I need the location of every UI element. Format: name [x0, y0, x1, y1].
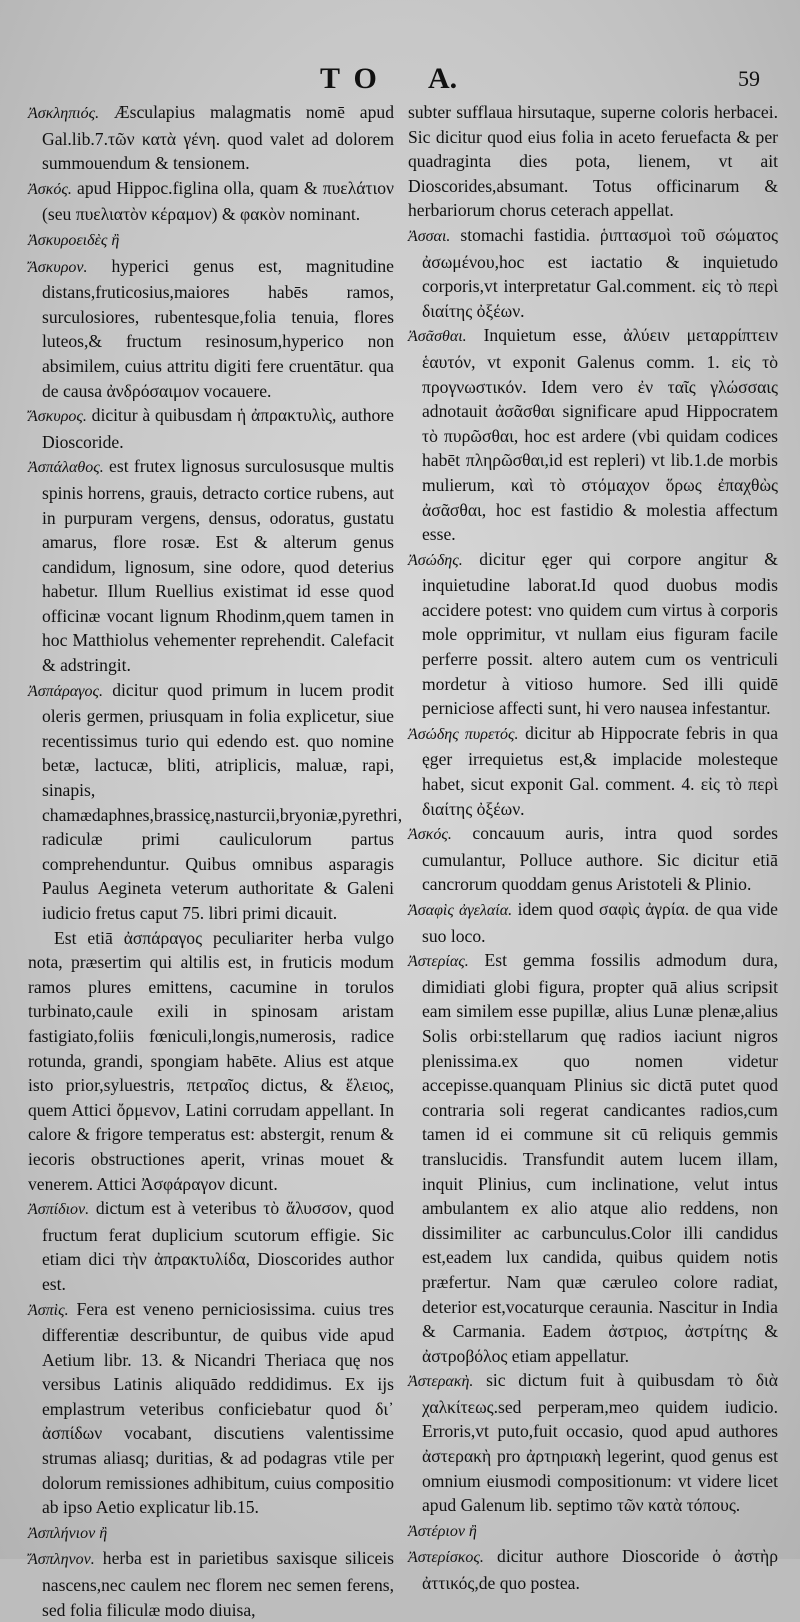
page-number: 59: [738, 66, 760, 91]
entry-text: dicitur à quibusdam ἡ ἀπρακτυλὶς, authore Dioscoride.: [42, 405, 394, 452]
dictionary-entry: [408, 1368, 778, 1518]
entry-text: subter sufflaua hirsutaque, superne coloris herbacei. Sic dicitur quod eius folia in aceto feruefacta & per quadraginta dies pota, lienem, vt ait Dioscorides,absumant. Totus officinarum & herbariorum chorus ceterach appellat.: [408, 102, 778, 221]
dictionary-entry: [408, 897, 778, 948]
dictionary-entry: [408, 100, 778, 223]
entry-text: dicitur quod primum in lucem prodit oleris germen, priusquam in folia explicetur, siue recentissimus turio qui edendo est. quo nomine betæ, lactucæ, bliti, atriplicis, maluæ, rapi, sinapis, chamædaphnes,brassicę,nasturcii,bryoniæ,pyrethri, radiculæ primi cauliculorum partus comprehenduntur. Quibus omnibus asparagis Paulus Aegineta veterum authoritate & Galeni iudicio fretus caput 75. libri primi dicauit.: [42, 679, 403, 923]
entry-headword: Ἄσκυρος.: [28, 408, 87, 426]
dictionary-entry: [28, 926, 394, 1197]
dictionary-entry: [28, 227, 394, 254]
entry-text: Inquietum esse, ἀλύειν μεταρρίπτειν ἑαυτόν, vt exponit Galenus comm. 1. εἰς τὸ προγνωστικόν. Idem vero ἐν ταῖς γλώσσαις adnotauit ἀσᾶσθαι significare apud Hippocratem τὸ πυρῶσθαι, hoc est ardere (vbi quidam codices habēt πληρῶσθαι,id est repleri) vt lib.1.de morbis mulierum, καὶ τὸ στόμαχον ὅρως ἐπαχθὼς ἀσᾶσθαι, hoc est fastidio & molestia affectum esse.: [422, 325, 778, 545]
right-column: [408, 100, 778, 1596]
entry-headword: Ἀσπάλαθος.: [28, 459, 104, 477]
left-column: [28, 100, 403, 1622]
entry-text: dicitur ęger qui corpore angitur & inquietudine laborat.Id quod duobus modis accidere potest: vno quidem cum virtus à corporis mole opprimitur, vt nullam eius figuram facile perferre possit. altero autem cum os ventriculi mordetur à vitioso humore. Sed illi quidē perniciose affecti sunt, hi vero nausea infestantur.: [422, 548, 778, 719]
dictionary-entry: [408, 1518, 778, 1545]
entry-headword: Ἀστερίας.: [408, 953, 469, 971]
dictionary-entry: [408, 223, 778, 323]
entry-headword: Ἀσᾶσθαι.: [408, 328, 467, 346]
entry-headword: Ἄσκυρον.: [28, 258, 88, 276]
entry-text: est frutex lignosus surculosusque multis spinis horrens, grauis, detracto cortice rubens, aut in purpuram vergens, densus, odoratus, gustatu amarus, flore rosæ. Est & alterum genus candidum, lignosum, sine odore, quod deterius habetur. Illum Ruellius existimat id esse quod officinæ vocant lignum Rhodinm,quem tamen in hoc Matthiolus vehementer reprehendit. Calefacit & adstringit.: [42, 456, 395, 676]
entry-text: idem quod σαφὶς ἀγρία. de qua vide suo loco.: [422, 899, 778, 946]
dictionary-entry: [28, 1196, 394, 1296]
entry-text: Est etiā ἀσπάραγος peculiariter herba vulgo nota, præsertim qui altilis est, in fruticis modum ramos plures emittens, cacumine in torulos turbinato,caule exili in spinosam aristam fastigiato,foliis fœniculi,longis,numerosis, radice rotunda, grandi, spongiam habēte. Alius est atque isto prior,syluestris, πετραῖος dictus, & ἕλειος, quem Attici ὄρμενον, Latini corrudam appellant. In calore & frigore temperatus est: abstergit, renum & iecoris obstructiones aperit, vrinas mouet & venerem. Attici Ἀσφάραγον dicunt.: [28, 927, 394, 1194]
dictionary-entry: [408, 1544, 778, 1595]
page-header: [0, 62, 800, 102]
running-head-left: TO: [320, 62, 391, 95]
entry-headword: Ἀσσαι.: [408, 227, 451, 245]
dictionary-entry: [28, 1297, 394, 1520]
entry-headword: Ἀσπάραγος.: [28, 682, 103, 700]
entry-headword: Ἀσώδης πυρετός.: [408, 725, 519, 743]
dictionary-entry: [28, 100, 394, 176]
entry-text: concauum auris, intra quod sordes cumulantur, Polluce authore. Sic dicitur etiā cancrorum quoddam genus Aristoteli & Plinio.: [422, 823, 778, 895]
dictionary-entry: [28, 678, 403, 926]
entry-text: hyperici genus est, magnitudine distans,fruticosius,maiores habēs ramos, surculosiores, rubentesque,folia tenuia, flores luteos,& fructum resinosum,hyperico non absimilem, cuius attritu digiti fere cruentātur. qua de causa ἀνδρόσαιμον vocauere.: [42, 255, 394, 401]
dictionary-entry: [28, 176, 394, 227]
entry-headword: Ἀστερίσκος.: [408, 1549, 484, 1567]
entry-text: sic dictum fuit à quibusdam τὸ διὰ χαλκίτεως.sed perperam,meo quidem iudicio. Erroris,vt puto,fuit occasio, quod apud authores ἀστερακὴ pro ἀρτηριακὴ legerint, quod genus est omnium eiusmodi compositionum: vt videre licet apud Galenum lib. septimo τῶν κατὰ τόπους.: [422, 1370, 778, 1516]
dictionary-entry: [408, 948, 778, 1368]
dictionary-entry: [28, 1546, 394, 1622]
entry-headword: Ἀσώδης.: [408, 551, 463, 569]
dictionary-entry: [408, 821, 778, 897]
entry-text: dicitur ab Hippocrate febris in qua ęger irrequietus est,& implacide molesteque habet, sicut exponit Gal. comment. 4. εἰς τὸ περὶ διαίτης ὀξέων.: [422, 722, 778, 819]
entry-headword: Ἀστέριον ἢ: [408, 1522, 477, 1540]
entry-text: Æsculapius malagmatis nomē apud Gal.lib.7.τῶν κατὰ γένη. quod valet ad dolorem summouendum & tensionem.: [42, 102, 394, 174]
entry-text: dicitur authore Dioscoride ὁ ἀστὴρ ἀττικός,de quo postea.: [422, 1546, 778, 1594]
entry-headword: Ἀσκληπιός.: [28, 105, 100, 122]
entry-text: dictum est à veteribus τὸ ἄλυσσον, quod fructum ferat duplicium scutorum effigie. Sic etiam dici τὴν ἀπρακτυλίδα, Dioscorides author est.: [42, 1198, 394, 1294]
entry-text: Fera est veneno perniciosissima. cuius tres differentiæ describuntur, de quibus vide apud Aetium libr. 13. & Nicandri Theriaca quę nos versibus Latinis aliquādo reddidimus. Ex ijs emplastrum veteribus conficiebatur quod δι᾽ ἀσπίδων vocabant, discutiens valentissime strumas aliasq; duritias, & ad podagras vtile per dolorum remissiones adhibitum, cuius compositio ab ipso Aetio explicatur lib.15.: [42, 1298, 395, 1518]
entry-headword: Ἀσπλήνιον ἢ: [28, 1524, 108, 1542]
dictionary-entry: [28, 403, 394, 454]
running-head-right: A.: [428, 62, 458, 95]
entry-headword: Ἀστερακὴ.: [408, 1373, 474, 1391]
dictionary-entry: [408, 721, 778, 821]
entry-headword: Ἀσκός.: [28, 180, 72, 198]
entry-headword: Ἀσαφὶς ἀγελαία.: [408, 902, 513, 919]
dictionary-entry: [28, 254, 394, 404]
entry-text: apud Hippoc.figlina olla, quam & πυελάτιον (seu πυελιατὸν κέραμον) & φακὸν nominant.: [42, 177, 394, 225]
entry-text: stomachi fastidia. ῥιπτασμοὶ τοῦ σώματος ἀσωμένου,hoc est iactatio & inquietudo corporis,vt interpretatur Gal.comment. εἰς τὸ περὶ διαίτης ὀξέων.: [422, 224, 778, 321]
entry-headword: Ἀσπίδιον.: [28, 1201, 90, 1219]
entry-headword: Ἀσκός.: [408, 826, 452, 844]
entry-text: herba est in parietibus saxisque siliceis nascens,nec caulem nec florem nec semen ferens, sed folia filiculæ modo diuisa,: [42, 1548, 395, 1620]
dictionary-entry: [408, 323, 778, 546]
entry-headword: Ἀσκυροειδὲς ἢ: [28, 231, 120, 249]
dictionary-entry: [408, 547, 778, 721]
entry-text: Est gemma fossilis admodum dura, dimidiati globi figura, propter quā alius scripsit eam similem esse pupillæ, alius Lunæ plenæ,alius Solis orbi:stellarum quę radios iaciunt nigros plenissima.ex quo nomen videtur accepisse.quanquam Plinius sic dictā putet quod contraria soli regerat candicantes radios,cum tamen id ei commune sit cū reliquis gemmis translucidis. Transfundit autem lucem illam, inquit Plinius, cum inclinatione, velut intus ambulantem ex alio atque alio reddens, non dissimiliter ac carbunculus.Color illi candidus est,eadem lux candida, quibus quidem notis præfertur. Nam quæ cæruleo colore radiat, deterior est,vocaturque ceraunia. Nascitur in India & Carmania. Eadem ἀστριος, ἀστρίτης & ἀστροβόλος etiam appellatur.: [422, 950, 778, 1366]
entry-headword: Ἀσπὶς.: [28, 1301, 69, 1319]
dictionary-entry: [28, 1520, 394, 1547]
dictionary-entry: [28, 454, 394, 677]
entry-headword: Ἄσπληνον.: [28, 1551, 95, 1569]
